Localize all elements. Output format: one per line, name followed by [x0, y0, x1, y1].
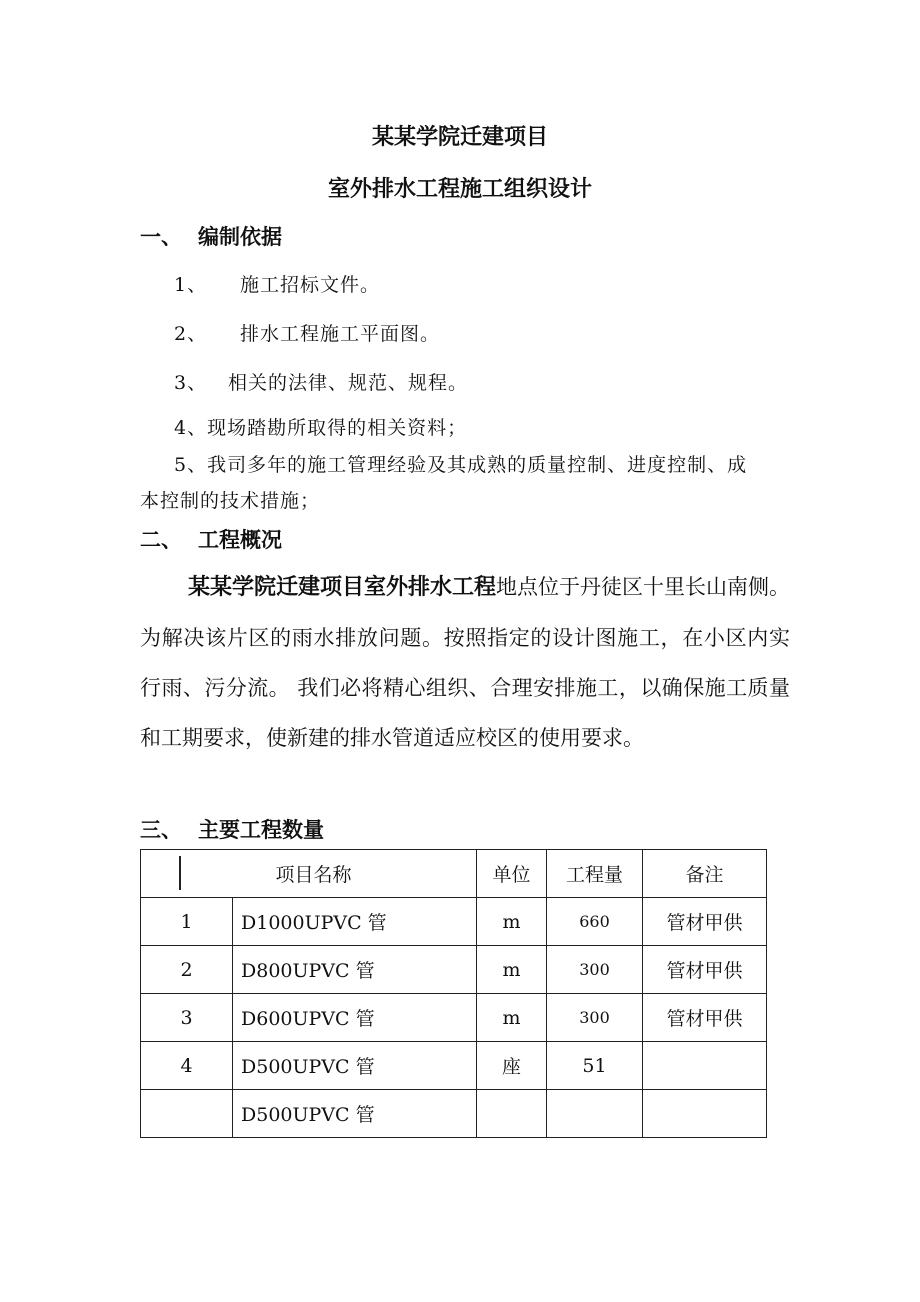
section2-heading [140, 524, 282, 554]
table-header-row [141, 850, 767, 898]
section2-number: 二、 [140, 528, 182, 552]
list-item-number: 3、 [174, 372, 208, 394]
row-unit: m [477, 994, 547, 1042]
list-item [174, 319, 440, 346]
list-item [174, 450, 747, 477]
list-item-continuation [140, 486, 320, 513]
section1-heading [140, 221, 282, 251]
overview-paragraph [140, 562, 790, 763]
section2-title: 工程概况 [198, 528, 282, 552]
header-unit: 单位 [477, 850, 547, 898]
row-qty: 660 [547, 898, 643, 946]
header-name: 项目名称 [275, 864, 352, 886]
row-no: 4 [141, 1042, 233, 1090]
row-note: 管材甲供 [643, 946, 767, 994]
row-qty: 300 [547, 946, 643, 994]
list-item-number: 2、 [174, 323, 208, 345]
list-item-text: 施工招标文件。 [240, 274, 381, 296]
row-no [141, 1090, 233, 1138]
row-note: 管材甲供 [643, 898, 767, 946]
header-divider [179, 856, 181, 890]
list-item-text: 现场踏勘所取得的相关资料； [207, 417, 468, 439]
section3-heading [140, 814, 324, 844]
row-unit: m [477, 946, 547, 994]
section1-number: 一、 [140, 225, 182, 249]
list-item-number: 5、 [174, 454, 208, 476]
list-item-text: 本控制的技术措施； [140, 490, 321, 512]
row-note: 管材甲供 [643, 994, 767, 1042]
row-note [643, 1090, 767, 1138]
row-no: 3 [141, 994, 233, 1042]
row-name: D1000UPVC 管 [233, 898, 477, 946]
section1-title: 编制依据 [198, 225, 282, 249]
header-note: 备注 [643, 850, 767, 898]
row-no: 2 [141, 946, 233, 994]
table-row [141, 994, 767, 1042]
header-qty: 工程量 [547, 850, 643, 898]
list-item-text: 我司多年的施工管理经验及其成熟的质量控制、进度控制、成 [207, 454, 748, 476]
row-name: D800UPVC 管 [233, 946, 477, 994]
list-item [174, 270, 380, 297]
row-name: D500UPVC 管 [233, 1090, 477, 1138]
list-item-number: 4、 [174, 417, 208, 439]
list-item-number: 1、 [174, 274, 208, 296]
header-name-cell [141, 850, 477, 898]
table-row [141, 1090, 767, 1138]
section3-title: 主要工程数量 [198, 818, 324, 842]
row-no: 1 [141, 898, 233, 946]
quantity-table [140, 849, 767, 1138]
row-unit: 座 [477, 1042, 547, 1090]
row-note [643, 1042, 767, 1090]
row-name: D500UPVC 管 [233, 1042, 477, 1090]
row-qty [547, 1090, 643, 1138]
list-item [174, 413, 467, 440]
row-unit [477, 1090, 547, 1138]
section3-number: 三、 [140, 818, 182, 842]
list-item-text: 相关的法律、规范、规程。 [228, 372, 469, 394]
overview-text: 地点位于丹徒区十里长山南侧。为解决该片区的雨水排放问题。按照指定的设计图施工，在小区内实行雨、污分流。 我们必将精心组织、合理安排施工，以确保施工质量和工期要求，使新建的排水管道适应校区的使用要求。 [140, 575, 791, 750]
row-qty: 51 [547, 1042, 643, 1090]
project-name: 某某学院迁建项目室外排水工程 [188, 575, 497, 600]
row-unit: m [477, 898, 547, 946]
list-item [174, 368, 468, 395]
row-qty: 300 [547, 994, 643, 1042]
list-item-text: 排水工程施工平面图。 [240, 323, 441, 345]
row-name: D600UPVC 管 [233, 994, 477, 1042]
table-row [141, 1042, 767, 1090]
document-title-line1: 某某学院迁建项目 [371, 125, 548, 150]
table-row [141, 946, 767, 994]
document-title-line2: 室外排水工程施工组织设计 [327, 177, 592, 202]
table-row [141, 898, 767, 946]
